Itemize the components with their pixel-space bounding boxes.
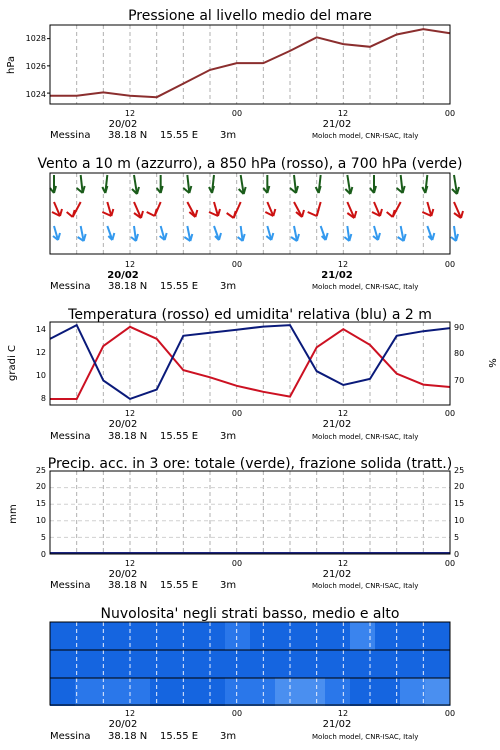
wind-barb-flag [431, 209, 433, 216]
precip-ytick-label: 0 [40, 550, 46, 559]
cloud-title: Nuvolosita' negli strati basso, medio e alto [100, 606, 400, 622]
precip-ytick-label: 5 [454, 533, 460, 542]
footer-location: Messina [50, 431, 91, 442]
pressure-panel [6, 8, 455, 141]
cloud-cell-mid [275, 650, 301, 678]
cloud-cell-low [425, 678, 451, 706]
time-tick-label: 00 [231, 409, 243, 418]
cloud-cell-low [75, 678, 101, 706]
time-tick-label: 12 [124, 409, 136, 418]
date-label: 20/02 [108, 569, 138, 580]
precip-ytick-label: 15 [454, 499, 465, 508]
wind-barb-flag [350, 187, 352, 194]
cloud-cell-low [125, 678, 151, 706]
wind-barb-flag [308, 212, 317, 216]
footer-lat: 38.18 N [108, 731, 148, 742]
footer-lat: 38.18 N [108, 130, 148, 141]
footer-elev: 3m [220, 431, 237, 442]
footer-elev: 3m [220, 580, 237, 591]
time-tick-label: 12 [124, 709, 136, 718]
time-tick-label: 12 [124, 559, 136, 568]
humidity-ytick-label: 90 [454, 323, 465, 332]
wind-barb-flag [354, 211, 356, 218]
footer-elev: 3m [220, 281, 237, 292]
cloud-cell-high [425, 622, 451, 650]
pressure-series [50, 29, 450, 97]
wind-barb-flag [349, 234, 351, 241]
temperature-line [50, 327, 450, 399]
wind-barb-flag [457, 187, 459, 194]
precip-ytick-label: 0 [454, 550, 460, 559]
cloud-cell-high [275, 622, 301, 650]
footer-elev: 3m [220, 731, 237, 742]
pressure-ylabel: hPa [6, 55, 17, 75]
temperature-y-ticks [36, 325, 46, 403]
wind-barb-flag [234, 211, 236, 218]
wind-barb-flag [137, 187, 139, 194]
cloud-cell-low [300, 678, 326, 706]
humidity-ylabel: % [486, 358, 497, 368]
time-tick-label: 00 [444, 260, 456, 269]
wind-barb-flag [136, 234, 138, 241]
cloud-cell-high [75, 622, 101, 650]
station-footer [50, 431, 418, 442]
date-label: 21/02 [322, 569, 352, 580]
pressure-title: Pressione al livello medio del mare [128, 8, 372, 24]
footer-location: Messina [50, 580, 91, 591]
temperature-ylabel: gradi C [7, 345, 18, 381]
cloud-cell-mid [325, 650, 351, 678]
time-tick-label: 12 [124, 109, 136, 118]
wind-barb-flag [461, 211, 463, 218]
wind-barb-flag [155, 209, 157, 216]
time-tick-label: 00 [444, 409, 456, 418]
cloud-cell-high [50, 622, 76, 650]
cloud-cell-high [250, 622, 276, 650]
time-tick-label: 12 [337, 709, 349, 718]
cloud-cell-high [150, 622, 176, 650]
precipitation-panel [8, 456, 464, 591]
wind-barb-flag [84, 234, 86, 241]
cloud-cell-high [350, 622, 376, 650]
footer-location: Messina [50, 281, 91, 292]
cloud-cell-high [400, 622, 426, 650]
cloud-cell-mid [300, 650, 326, 678]
cloud-cell-low [250, 678, 276, 706]
wind-barb-flag [387, 212, 393, 217]
pressure-ytick-label: 1028 [25, 34, 46, 43]
precip-ytick-label: 25 [454, 466, 465, 475]
cloud-cell-low [325, 678, 351, 706]
footer-lon: 15.55 E [160, 281, 199, 292]
cloud-cell-mid [150, 650, 176, 678]
cloud-cell-mid [250, 650, 276, 678]
cloud-cell-high [125, 622, 151, 650]
cloud-cell-low [225, 678, 251, 706]
precip-ytick-label: 10 [35, 516, 46, 525]
cloud-cell-mid [175, 650, 201, 678]
footer-location: Messina [50, 731, 91, 742]
pressure-time-axis [109, 109, 456, 130]
wind-barb-flag [219, 233, 221, 240]
temperature-time-axis [109, 409, 456, 430]
wind-barb-flag [67, 212, 73, 217]
precip-ytick-label: 25 [35, 466, 46, 475]
wind-barb-flag [297, 234, 299, 241]
pressure-gridlines [77, 25, 424, 104]
pressure-line [50, 29, 450, 97]
precip-ytick-label: 10 [454, 516, 465, 525]
cloud-panel [50, 606, 455, 742]
time-tick-label: 00 [231, 559, 243, 568]
wind-panel [37, 156, 463, 292]
wind-barb-flag [141, 211, 143, 218]
time-tick-label: 12 [124, 260, 136, 269]
wind-barb-flag [244, 187, 246, 194]
wind-barb-flag [112, 233, 114, 240]
temperature-humidity-series [50, 325, 450, 399]
footer-lat: 38.18 N [108, 580, 148, 591]
wind-barb-flag [190, 234, 192, 241]
date-label: 20/02 [108, 419, 138, 430]
cloud-cell-mid [425, 650, 451, 678]
humidity-y-ticks [454, 323, 464, 385]
precipitation-title: Precip. acc. in 3 ore: totale (verde), frazione solida (tratt.) [47, 456, 453, 472]
cloud-cell-high [225, 622, 251, 650]
precipitation-gridlines [50, 471, 450, 554]
time-tick-label: 12 [337, 109, 349, 118]
temperature-title: Temperatura (rosso) ed umidita' relativa (blu) a 2 m [68, 307, 432, 323]
wind-barb-flag [326, 233, 328, 240]
humidity-ytick-label: 80 [454, 349, 465, 358]
cloud-cell-mid [200, 650, 226, 678]
cloud-cell-mid [75, 650, 101, 678]
wind-barb-flag [195, 210, 197, 217]
time-tick-label: 00 [231, 709, 243, 718]
cloud-cell-low [400, 678, 426, 706]
wind-barb-flag [302, 210, 304, 217]
wind-barb-flag [273, 209, 275, 216]
time-tick-label: 00 [444, 709, 456, 718]
precipitation-frame [50, 471, 450, 554]
time-tick-label: 00 [444, 109, 456, 118]
footer-lon: 15.55 E [160, 731, 199, 742]
cloud-cell-low [50, 678, 76, 706]
wind-barb-flag [378, 233, 380, 240]
cloud-heatmap [50, 622, 451, 706]
cloud-cell-high [300, 622, 326, 650]
cloud-cell-low [175, 678, 201, 706]
cloud-cell-mid [125, 650, 151, 678]
temperature-ytick-label: 12 [35, 348, 46, 357]
cloud-cell-high [175, 622, 201, 650]
date-label: 21/02 [322, 419, 352, 430]
wind-barb-flag [380, 209, 382, 216]
precip-ytick-label: 20 [35, 482, 46, 491]
precipitation-y-ticks-left [36, 466, 46, 559]
precipitation-time-axis [109, 559, 456, 580]
footer-elev: 3m [220, 130, 237, 141]
wind-time-axis [107, 260, 455, 281]
date-label: 20/02 [108, 119, 138, 130]
wind-barb-flag [73, 210, 75, 217]
precip-ytick-label: 15 [35, 499, 46, 508]
footer-lon: 15.55 E [160, 130, 199, 141]
time-tick-label: 00 [231, 109, 243, 118]
footer-model: Moloch model, CNR-ISAC, Italy [312, 582, 419, 590]
wind-barb-flag [393, 210, 395, 217]
station-footer [50, 130, 418, 141]
time-tick-label: 12 [337, 409, 349, 418]
date-label: 20/02 [108, 719, 138, 730]
footer-location: Messina [50, 130, 91, 141]
footer-lat: 38.18 N [108, 431, 148, 442]
footer-lon: 15.55 E [160, 431, 199, 442]
wind-barb-flag [243, 234, 245, 241]
wind-barb-flag [111, 209, 113, 216]
precip-ytick-label: 20 [454, 482, 465, 491]
cloud-cell-mid [400, 650, 426, 678]
wind-barbs [50, 175, 463, 241]
wind-barb-flag [456, 234, 458, 241]
cloud-cell-low [200, 678, 226, 706]
cloud-cell-mid [225, 650, 251, 678]
wind-barb-flag [404, 234, 406, 241]
wind-barb-flag [432, 233, 434, 240]
wind-barb-flag [60, 209, 62, 216]
cloud-cell-mid [350, 650, 376, 678]
wind-barb-flag [165, 233, 167, 240]
temperature-ytick-label: 8 [40, 394, 46, 403]
footer-lat: 38.18 N [108, 281, 148, 292]
wind-barb-flag [58, 233, 60, 240]
time-tick-label: 00 [444, 559, 456, 568]
wind-gridlines [77, 173, 424, 254]
time-tick-label: 12 [337, 260, 349, 269]
station-footer [50, 281, 418, 292]
wind-barb-flag [227, 213, 234, 218]
wind-title: Vento a 10 m (azzurro), a 850 hPa (rosso), a 700 hPa (verde) [37, 156, 463, 172]
cloud-cell-high [325, 622, 351, 650]
temperature-ytick-label: 10 [35, 371, 46, 380]
cloud-cell-high [200, 622, 226, 650]
date-label: 21/02 [322, 119, 352, 130]
station-footer [50, 731, 418, 742]
precipitation-y-ticks-right [454, 466, 464, 559]
wind-barb-flag [147, 212, 155, 216]
footer-model: Moloch model, CNR-ISAC, Italy [312, 433, 419, 441]
temperature-ytick-label: 14 [35, 325, 46, 334]
footer-model: Moloch model, CNR-ISAC, Italy [312, 283, 419, 291]
pressure-ytick-label: 1024 [25, 90, 46, 99]
cloud-cell-low [275, 678, 301, 706]
cloud-cell-low [350, 678, 376, 706]
wind-barb-flag [218, 209, 220, 216]
date-label: 21/02 [321, 270, 353, 281]
cloud-cell-mid [50, 650, 76, 678]
cloud-cell-low [150, 678, 176, 706]
pressure-ytick-label: 1026 [25, 62, 46, 71]
pressure-y-ticks [26, 34, 50, 99]
time-tick-label: 12 [337, 559, 349, 568]
footer-model: Moloch model, CNR-ISAC, Italy [312, 132, 419, 140]
footer-model: Moloch model, CNR-ISAC, Italy [312, 733, 419, 741]
footer-lon: 15.55 E [160, 580, 199, 591]
cloud-time-axis [109, 709, 456, 730]
temperature-frame [50, 322, 450, 405]
station-footer [50, 580, 418, 591]
humidity-ytick-label: 70 [454, 376, 465, 385]
precipitation-ylabel: mm [8, 504, 19, 524]
temperature-panel [7, 307, 497, 442]
temperature-gridlines [77, 322, 424, 405]
date-label: 20/02 [107, 270, 139, 281]
date-label: 21/02 [322, 719, 352, 730]
wind-barb-flag [271, 233, 273, 240]
time-tick-label: 00 [231, 260, 243, 269]
precip-ytick-label: 5 [40, 533, 46, 542]
